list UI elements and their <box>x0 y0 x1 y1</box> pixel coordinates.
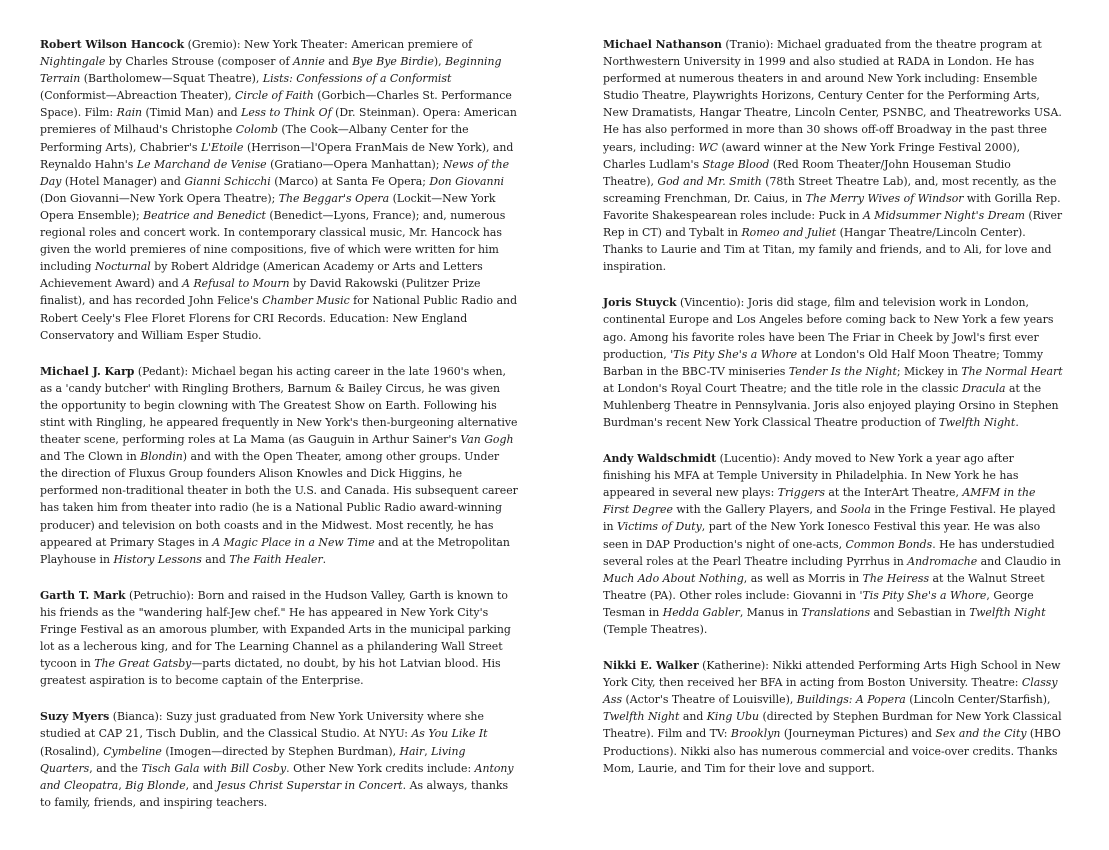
performer-name: Suzy Myers <box>40 710 110 724</box>
bio-text: (Katherine): Nikki attended Performing Arts High School in New York City, then received her BFA in acting from Boston University. Theatre: <box>603 659 1061 690</box>
bio-text: and <box>324 55 353 69</box>
work-title: The Beggar's Opera <box>278 191 390 205</box>
bio-text: (Actor's Theatre of Louisville), <box>622 693 797 707</box>
bio-text: (Vincentio): Joris did stage, film and television work in London, continental Europe and Los Angeles before coming back to New York a few years ago. Among his favorite roles have been The Friar in Cheek by Jowl's first ever production, <box>603 296 1054 361</box>
work-title: Common Bonds <box>845 537 933 551</box>
work-title: Romeo and Juliet <box>741 226 837 240</box>
bio-text: ), <box>433 55 446 69</box>
bio-text: by David Rakowski (Pulitzer Prize finalist), and has recorded John Felice's <box>40 277 481 308</box>
work-title: Tisch Gala with Bill Cosby <box>141 761 287 775</box>
bio-text: at London's Royal Court Theatre; and the title role in the classic <box>603 381 962 395</box>
bio-text: (Don Giovanni—New York Opera Theatre); <box>40 191 279 205</box>
performer-name: Andy Waldschmidt <box>603 452 717 466</box>
bio-text: —parts dictated, no doubt, by his hot Latvian blood. His greatest aspiration is to become captain of the Enterprise. <box>40 657 501 688</box>
bio-paragraph <box>603 657 1065 777</box>
work-title: Big Blonde <box>125 778 186 792</box>
bio-text: , <box>118 778 126 792</box>
bio-paragraph <box>603 294 1065 431</box>
bio-paragraph <box>603 450 1065 638</box>
work-title: Nocturnal <box>95 260 151 274</box>
bio-text: (Pedant): Michael began his acting career in the late 1960's when, as a 'candy butcher' with Ringling Brothers, Barnum & Bailey Circus, he was given the opportunity to begin clowning with The Greatest Show on Earth. Following his stint with Ringling, he appeared frequently in New York's then-burgeoning alternative theater scene, performing roles at La Mama (as Gauguin in Arthur Sainer's <box>40 364 518 447</box>
bio-text: , Manus in <box>739 605 802 619</box>
work-title: Victims of Duty <box>616 520 702 534</box>
performer-name: Joris Stuyck <box>603 296 677 310</box>
right-column <box>603 36 1065 796</box>
bio-text: in the Fringe Festival. He played in <box>603 503 1056 534</box>
work-title: Le Marchand de Venise <box>136 157 267 171</box>
work-title: Van Gogh <box>460 433 514 447</box>
bio-text: ) and with the Open Theater, among other groups. Under the direction of Fluxus Group founders Alison Knowles and Dick Higgins, he performed non-traditional theater in both the U.S. and Canada. His subsequent career has taken him from theater into radio (he is a National Public Radio award-winning producer) and television on both coasts and in the Midwest. Most recently, he has appeared at Primary Stages in <box>40 450 518 549</box>
bio-text: (Timid Man) and <box>142 106 242 120</box>
work-title: Less to Think Of <box>241 106 332 120</box>
bio-text: (Lucentio): Andy moved to New York a year ago after finishing his MFA at Temple University in Philadelphia. In New York he has appeared in several new plays: <box>603 452 1019 500</box>
work-title: The Merry Wives of Windsor <box>805 191 964 205</box>
work-title: 'Tis Pity She's a Whore <box>859 588 987 602</box>
bio-text: (The Cook—Albany Center for the Performing Arts), Chabrier's <box>40 123 469 154</box>
bio-text: , and <box>185 778 217 792</box>
bio-text: by Robert Aldridge (American Academy or Arts and Letters Achievement Award) and <box>40 260 483 291</box>
work-title: News of the Day <box>40 157 510 188</box>
bio-text: with the Gallery Players, and <box>672 503 841 517</box>
work-title: Nightingale <box>40 55 106 69</box>
work-title: Twelfth Night <box>603 710 680 724</box>
bio-text: (Temple Theatres). <box>603 623 708 636</box>
work-title: Antony and Cleopatra <box>40 761 514 792</box>
bio-text: (Conformist—Abreaction Theater), <box>40 89 235 103</box>
work-title: Classy Ass <box>603 676 1058 707</box>
bio-text: (Dr. Steinman). Opera: American premieres of Milhaud's Christophe <box>40 106 517 137</box>
work-title: Tender Is the Night <box>788 364 897 378</box>
work-title: Buildings: A Popera <box>796 693 906 707</box>
performer-name: Garth T. Mark <box>40 588 126 602</box>
work-title: Don Giovanni <box>429 174 505 188</box>
work-title: A Midsummer Night's Dream <box>862 208 1025 222</box>
bio-text: (Herrison—l'Opera FranMais de New York), and Reynaldo Hahn's <box>40 140 514 171</box>
bio-text: and Claudio in <box>977 554 1061 568</box>
bio-text: (Petruchio): Born and raised in the Hudson Valley, Garth is known to his friends as the "wandering half-Jew chef." He has appeared in New York City's Fringe Festival as an amorous plumber, with Expanded Arts in the municipal parking lot as a lecherous king, and for The Learning Channel as a philandering Wall Street tycoon in <box>40 588 511 671</box>
bio-text: (Marco) at Santa Fe Opera; <box>270 174 430 188</box>
work-title: Living Quarters <box>40 744 466 775</box>
bio-text: , and the <box>89 761 142 775</box>
work-title: Triggers <box>777 486 825 500</box>
work-title: God and Mr. Smith <box>657 174 762 188</box>
work-title: Blondin <box>140 450 183 464</box>
bio-text: (78th Street Theatre Lab), and, most recently, as the screaming Frenchman, Dr. Caius, in <box>603 174 1057 205</box>
bio-text: and at the Metropolitan Playhouse in <box>40 535 510 566</box>
work-title: King Ubu <box>706 710 760 724</box>
bio-text: (Bartholomew—Squat Theatre), <box>80 72 263 86</box>
bio-text: and <box>679 710 707 724</box>
bio-text: at the Walnut Street Theatre (PA). Other roles include: Giovanni in <box>603 571 1045 602</box>
bio-text: (Lockit—New York Opera Ensemble); <box>40 191 496 222</box>
bio-text: and The Clown in <box>40 450 141 464</box>
bio-text: with Gorilla Rep. Favorite Shakespearean roles include: Puck in <box>603 191 1061 222</box>
bio-text: (Gorbich—Charles St. Performance Space). Film: <box>40 89 512 120</box>
work-title: Beatrice and Benedict <box>143 208 266 222</box>
work-title: Rain <box>116 106 143 120</box>
work-title: Andromache <box>907 554 978 568</box>
bio-text: (Benedict—Lyons, France); and, numerous regional roles and concert work. In contemporary classical music, Mr. Hancock has given the world premieres of nine compositions, five of which were written for him including <box>40 208 506 274</box>
left-column <box>40 36 520 830</box>
bio-text: (Hotel Manager) and <box>61 174 185 188</box>
bio-text: (Imogen—directed by Stephen Burdman), <box>161 744 400 758</box>
work-title: Twelfth Night <box>969 605 1046 619</box>
work-title: The Normal Heart <box>961 364 1063 378</box>
bio-text: (directed by Stephen Burdman for New York Classical Theatre). Film and TV: <box>603 710 1062 741</box>
work-title: Brooklyn <box>730 727 781 741</box>
work-title: Bye Bye Birdie <box>352 55 434 69</box>
bio-text: (award winner at the New York Fringe Festival 2000), Charles Ludlam's <box>603 140 1021 171</box>
work-title: L'Etoile <box>200 140 244 154</box>
bio-text: (Hangar Theatre/Lincoln Center). Thanks to Laurie and Tim at Titan, my family and friends, and to Ali, for love and inspiration. <box>603 226 1052 274</box>
bio-paragraph <box>40 363 520 568</box>
bio-text: (Gremio): New York Theater: American premiere of <box>184 38 473 51</box>
bio-text: at the Muhlenberg Theatre in Pennsylvania. Joris also enjoyed playing Orsino in Stephen Burdman's recent New York Classical Theatre production of <box>603 381 1059 429</box>
work-title: Twelfth Night <box>938 415 1016 429</box>
bio-paragraph <box>40 708 520 811</box>
bio-text: (Bianca): Suzy just graduated from New York University where she studied at CAP 21, Tisch Dublin, and the Classical Studio. At NYU: <box>40 710 484 741</box>
work-title: Hair <box>399 744 425 758</box>
bio-text: by Charles Strouse (composer of <box>105 55 293 69</box>
work-title: AMFM in the First Degree <box>603 486 1036 517</box>
work-title: Sex and the City <box>935 727 1027 741</box>
bio-text: , George Tesman in <box>603 588 1034 619</box>
work-title: Dracula <box>961 381 1006 395</box>
work-title: The Heiress <box>862 571 930 585</box>
performer-name: Robert Wilson Hancock <box>40 38 185 51</box>
work-title: The Faith Healer <box>229 552 323 566</box>
bio-text: , <box>424 744 432 758</box>
work-title: A Magic Place in a New Time <box>212 535 375 549</box>
bio-text: (HBO Productions). Nikki also has numerous commercial and voice-over credits. Thanks Mom, Laurie, and Tim for their love and support. <box>603 727 1061 775</box>
bio-text: . As always, thanks to family, friends, and inspiring teachers. <box>40 778 509 809</box>
bio-text: for National Public Radio and Robert Ceely's Flee Floret Florens for CRI Records. Education: New England Conservatory and William Esper Studio. <box>40 294 518 342</box>
performer-name: Michael J. Karp <box>40 364 135 378</box>
work-title: 'Tis Pity She's a Whore <box>670 347 798 361</box>
bio-text: . He has understudied several roles at the Pearl Theatre including Pyrrhus in <box>603 537 1055 568</box>
work-title: Chamber Music <box>262 294 350 308</box>
bio-text: (Lincoln Center/Starfish), <box>905 693 1051 707</box>
work-title: Lists: Confessions of a Conformist <box>262 72 452 86</box>
bio-text: (Rosalind), <box>40 744 104 758</box>
bio-text: . <box>322 552 327 566</box>
work-title: A Refusal to Mourn <box>182 277 290 291</box>
bio-text: . <box>1015 415 1019 429</box>
bio-text: at London's Old Half Moon Theatre; Tommy Barban in the BBC-TV miniseries <box>603 347 1044 378</box>
bio-paragraph <box>40 587 520 690</box>
work-title: Gianni Schicchi <box>184 174 271 188</box>
bio-text: at the InterArt Theatre, <box>824 486 963 500</box>
bio-text: , as well as Morris in <box>743 571 863 585</box>
bio-paragraph <box>603 36 1065 275</box>
work-title: Soola <box>840 503 871 517</box>
bio-paragraph <box>40 36 520 344</box>
work-title: Cymbeline <box>103 744 162 758</box>
bio-text: (Journeyman Pictures) and <box>780 727 936 741</box>
bio-text: ; Mickey in <box>896 364 962 378</box>
work-title: Beginning Terrain <box>40 55 502 86</box>
work-title: Much Ado About Nothing <box>603 571 744 585</box>
performer-name: Nikki E. Walker <box>603 659 699 673</box>
work-title: Jesus Christ Superstar in Concert <box>216 778 403 792</box>
bio-text: (River Rep in CT) and Tybalt in <box>603 208 1063 240</box>
work-title: Stage Blood <box>702 157 770 171</box>
work-title: History Lessons <box>113 552 202 566</box>
work-title: Annie <box>292 55 325 69</box>
work-title: Translations <box>801 605 871 619</box>
bio-text: and Sebastian in <box>870 605 970 619</box>
work-title: As You Like It <box>411 727 488 741</box>
work-title: The Great Gatsby <box>94 657 192 671</box>
bio-text: , part of the New York Ionesco Festival this year. He was also seen in DAP Production's night of one-acts, <box>603 520 1041 551</box>
work-title: Hedda Gabler <box>662 605 740 619</box>
bio-text: (Gratiano—Opera Manhattan); <box>266 157 443 171</box>
bio-text: (Tranio): Michael graduated from the theatre program at Northwestern University in 1999 and also studied at RADA in London. He has performed at numerous theaters in and around New York including: Ensemble Studio Theatre, Playwrights Horizons, Century Center for the Performing Arts, New Dramatists, Hangar Theatre, Lincoln Center, PSNBC, and Theatreworks USA. He has also performed in more than 30 shows off-off Broadway in the past three years, including: <box>603 38 1062 154</box>
work-title: WC <box>698 140 719 154</box>
performer-name: Michael Nathanson <box>603 38 722 51</box>
work-title: Colomb <box>235 123 278 137</box>
bio-text: (Red Room Theater/John Houseman Studio Theatre), <box>603 157 1011 188</box>
bio-text: and <box>201 552 230 566</box>
bio-text: . Other New York credits include: <box>286 761 475 775</box>
work-title: Circle of Faith <box>235 89 314 103</box>
